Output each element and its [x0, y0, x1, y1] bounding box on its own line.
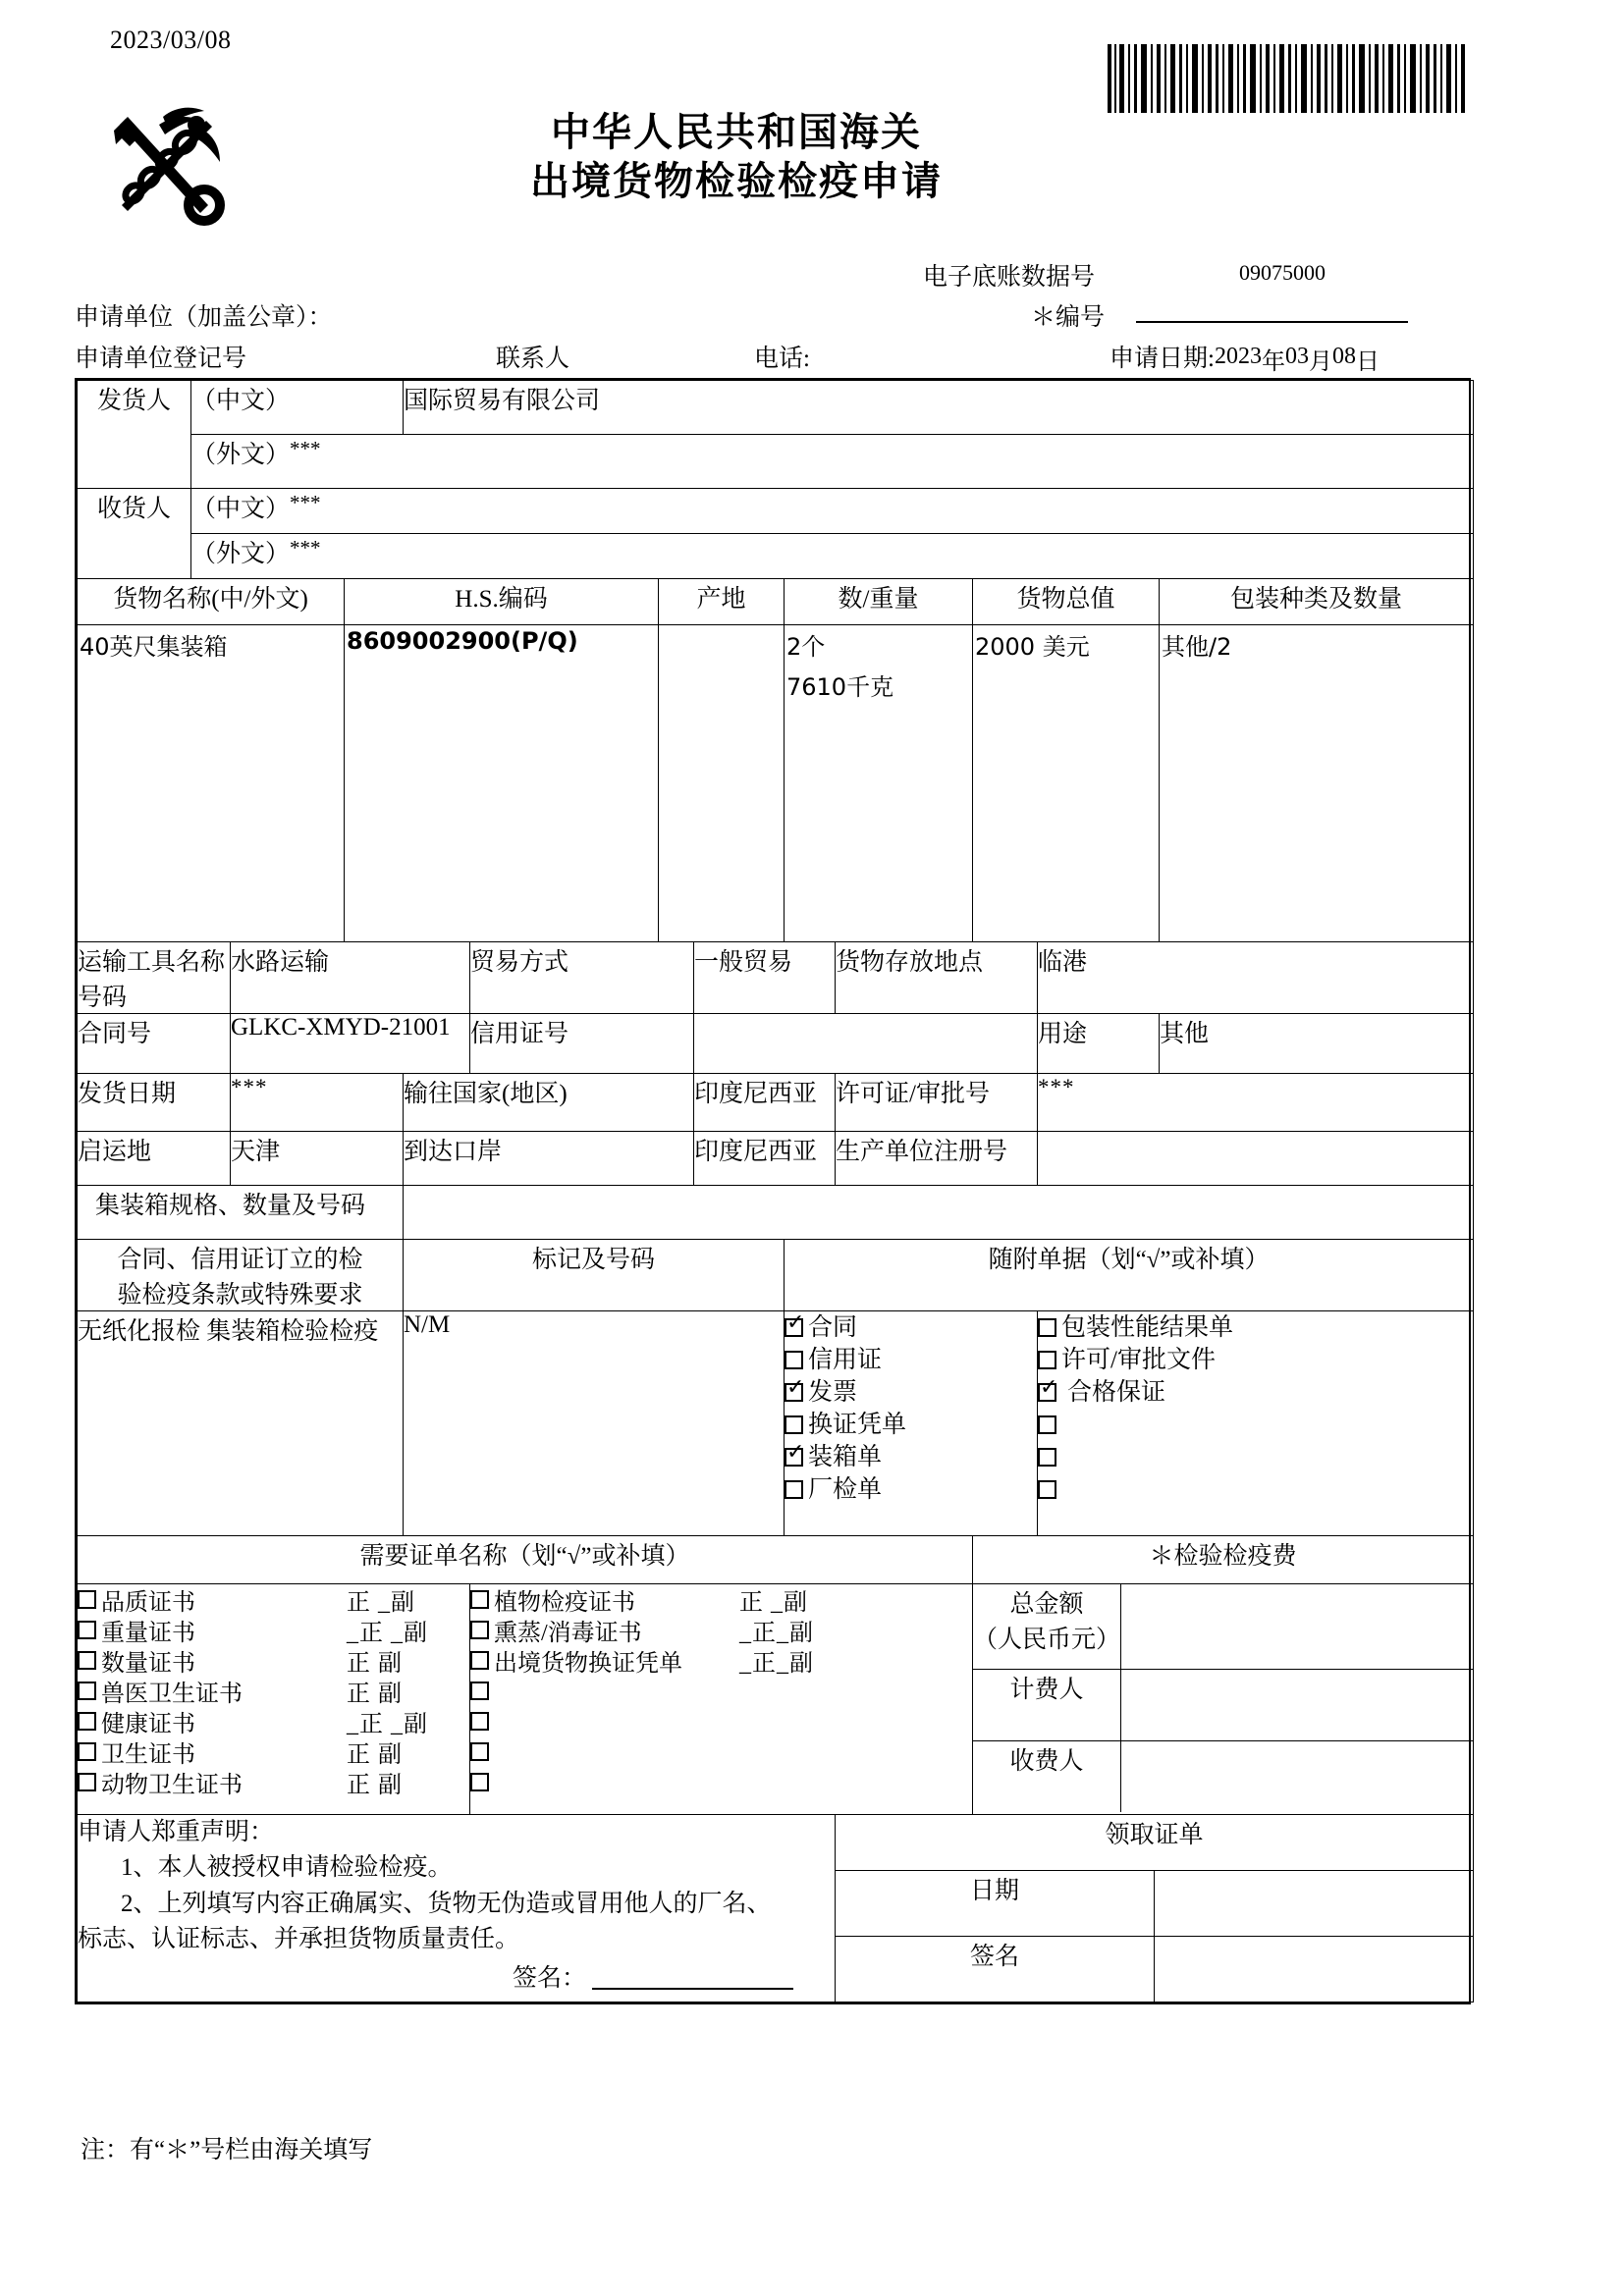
certificate-item[interactable] — [470, 1615, 972, 1645]
fee-section-cell — [973, 1584, 1474, 1815]
goods-hs-value: 8609002900(P/Q) — [347, 627, 578, 655]
consignee-fn-value: *** — [290, 536, 321, 560]
vehicle-label-cell — [78, 942, 231, 1014]
certificate-label: 兽医卫生证书 — [101, 1682, 243, 1707]
fee-title: ＊检验检疫费 — [1149, 1543, 1297, 1570]
shipper-label: 发货人 — [96, 388, 171, 414]
vehicle-value: 水路运输 — [231, 949, 330, 976]
container-value-cell[interactable] — [404, 1186, 1474, 1240]
certificate-copies: _正_副 — [739, 1651, 814, 1677]
storage-value-cell[interactable] — [1038, 942, 1474, 1014]
terms-value: 无纸化报检 集装箱检验检疫 — [78, 1318, 379, 1345]
certificate-item[interactable] — [78, 1615, 469, 1645]
contract-number-value: GLKC-XMYD-21001 — [231, 1014, 451, 1041]
contract-value-cell[interactable] — [231, 1014, 470, 1074]
application-date-label: 申请日期: — [1110, 346, 1215, 372]
certificate-item[interactable] — [470, 1767, 972, 1797]
certificate-copies: 正 副 — [347, 1682, 403, 1707]
edata-number-label: 电子底账数据号 — [923, 264, 1096, 291]
collection-section-cell — [836, 1815, 1474, 2002]
contract-number-label: 合同号 — [78, 1021, 152, 1047]
dest-country-label-cell — [404, 1074, 694, 1132]
marks-label-cell — [404, 1240, 785, 1311]
attached-doc-label: 装箱单 — [808, 1444, 883, 1470]
shipping-date-label: 发货日期 — [78, 1081, 177, 1107]
certificates-title-cell — [78, 1536, 973, 1584]
edata-number-value: 09075000 — [1239, 260, 1326, 285]
transport-row — [78, 942, 1474, 1014]
checkbox-veterinary-certificate[interactable] — [78, 1682, 96, 1700]
fee-calculator-value-cell[interactable] — [1121, 1670, 1474, 1741]
fee-title-cell — [973, 1536, 1474, 1584]
declaration-item-2-cont: 标志、认证标志、并承担货物质量责任。 — [78, 1925, 520, 1952]
destination-country-label: 输往国家(地区) — [404, 1081, 568, 1107]
goods-header-name — [78, 579, 345, 625]
attached-doc-item[interactable] — [785, 1441, 1037, 1473]
shipper-cn-label-cell — [191, 381, 404, 435]
container-spec-label: 集装箱规格、数量及号码 — [95, 1193, 366, 1219]
permit-value-cell[interactable] — [1038, 1074, 1474, 1132]
certificate-label: 出境货物换证凭单 — [494, 1651, 682, 1677]
declaration-item-2: 2、上列填写内容正确属实、货物无伪造或冒用他人的厂名、 — [121, 1890, 772, 1917]
application-date-year: 2023 — [1214, 344, 1262, 369]
certificate-copies: _正_副 — [739, 1621, 814, 1646]
consignee-label-cell — [78, 489, 191, 579]
collection-date-value-cell[interactable] — [1155, 1871, 1474, 1937]
usage-value: 其他 — [1160, 1021, 1210, 1047]
attached-doc-item[interactable] — [785, 1409, 1037, 1441]
vehicle-label: 运输工具名称号码 — [78, 949, 226, 1011]
permit-label-cell — [836, 1074, 1038, 1132]
terms-label-line1: 合同、信用证订立的检 — [117, 1247, 363, 1273]
goods-weight-value: 7610千克 — [786, 673, 894, 701]
certificates-body-row — [78, 1584, 1474, 1815]
attached-doc-label: 合同 — [808, 1314, 858, 1341]
certificate-item[interactable] — [78, 1767, 469, 1797]
fee-total-value-cell[interactable] — [1121, 1584, 1474, 1670]
attached-doc-item[interactable] — [1038, 1376, 1473, 1409]
goods-header-hs — [345, 579, 659, 625]
checkbox-contract[interactable] — [785, 1318, 803, 1337]
checkbox-packing-performance[interactable] — [1038, 1318, 1056, 1337]
declaration-title: 申请人郑重声明： — [78, 1819, 275, 1845]
phone-label: 电话: — [754, 346, 810, 372]
applicant-registration-label: 申请单位登记号 — [75, 346, 247, 372]
checkbox-cert-blank-4[interactable] — [470, 1773, 489, 1791]
collection-signature-label-cell — [836, 1937, 1155, 2002]
consignee-fn-row — [78, 534, 1474, 579]
customs-emblem-icon — [94, 103, 232, 226]
attached-doc-item[interactable] — [785, 1311, 1037, 1344]
goods-name-cell[interactable] — [78, 625, 345, 942]
fee-collector-label-cell — [973, 1741, 1121, 1813]
lc-label-cell — [470, 1014, 694, 1074]
producer-registration-label: 生产单位注册号 — [836, 1139, 1008, 1165]
certificate-item[interactable] — [78, 1706, 469, 1736]
departure-row — [78, 1132, 1474, 1186]
certificate-item[interactable] — [78, 1736, 469, 1767]
title-line-1: 中华人民共和国海关 — [551, 110, 922, 155]
trade-mode-value: 一般贸易 — [694, 949, 793, 976]
storage-location-label: 货物存放地点 — [836, 949, 984, 976]
shipper-fn-value: *** — [290, 437, 321, 460]
attached-docs-left-column — [785, 1311, 1038, 1536]
barcode-icon — [1108, 44, 1471, 113]
checkbox-exchange-voucher[interactable] — [785, 1415, 803, 1434]
container-label-cell — [78, 1186, 404, 1240]
shipper-label-cell — [78, 381, 191, 489]
checkbox-health-certificate[interactable] — [78, 1712, 96, 1731]
permit-number-label: 许可证/审批号 — [836, 1081, 990, 1107]
certificate-label: 动物卫生证书 — [101, 1773, 243, 1798]
shipdate-row — [78, 1074, 1474, 1132]
shipper-fn-row — [78, 435, 1474, 489]
shipdate-value-cell[interactable] — [231, 1074, 404, 1132]
attached-doc-item[interactable] — [1038, 1409, 1473, 1441]
contract-label-cell — [78, 1014, 231, 1074]
serial-number-label: ＊编号 — [1031, 304, 1106, 331]
lc-value-cell[interactable] — [694, 1014, 1038, 1074]
shipper-cn-value: 国际贸易有限公司 — [404, 388, 601, 414]
certificate-label: 数量证书 — [101, 1651, 195, 1677]
attached-doc-item[interactable] — [1038, 1311, 1473, 1344]
contact-person-label: 联系人 — [496, 346, 570, 372]
consignee-cn-row — [78, 489, 1474, 534]
certificate-label: 熏蒸/消毒证书 — [494, 1621, 642, 1646]
fee-total-row — [973, 1584, 1473, 1670]
terms-value-cell[interactable] — [78, 1311, 404, 1536]
marks-value-cell[interactable] — [404, 1311, 785, 1536]
letter-of-credit-label: 信用证号 — [470, 1021, 569, 1047]
main-form-table — [75, 378, 1471, 2004]
attached-doc-label: 发票 — [808, 1379, 858, 1406]
collection-title-cell — [836, 1815, 1473, 1871]
declaration-row — [78, 1815, 1474, 2002]
certificate-copies: 正 _副 — [739, 1590, 808, 1616]
goods-header-packing — [1160, 579, 1474, 625]
goods-name-header: 货物名称(中/外文) — [113, 586, 308, 613]
checkbox-factory-inspection[interactable] — [785, 1480, 803, 1499]
certificate-label: 植物检疫证书 — [494, 1590, 635, 1616]
checkbox-cert-blank-3[interactable] — [470, 1742, 489, 1761]
serial-number-input[interactable] — [1136, 321, 1408, 323]
certificate-label: 健康证书 — [101, 1712, 195, 1737]
foreign-name-label-2: （外文） — [191, 541, 291, 567]
certificate-item[interactable] — [78, 1676, 469, 1706]
foreign-name-label: （外文） — [191, 442, 291, 468]
contract-row — [78, 1014, 1474, 1074]
checkbox-animal-health-certificate[interactable] — [78, 1773, 96, 1791]
checkbox-sanitary-certificate[interactable] — [78, 1742, 96, 1761]
fee-total-label-line2: （人民币元） — [973, 1627, 1121, 1653]
shipper-fn-cell[interactable] — [191, 435, 1474, 489]
shipping-date-value: *** — [231, 1075, 268, 1099]
certificate-item[interactable] — [470, 1736, 972, 1767]
shipper-cn-value-cell[interactable] — [404, 381, 1474, 435]
checkbox-packing-list[interactable] — [785, 1448, 803, 1467]
attached-doc-item[interactable] — [1038, 1441, 1473, 1473]
attached-doc-item[interactable] — [785, 1344, 1037, 1376]
month-unit: 月 — [1308, 349, 1332, 375]
producer-reg-value-cell[interactable] — [1038, 1132, 1474, 1186]
checkbox-permit-document[interactable] — [1038, 1351, 1056, 1369]
certificate-copies: _正 _副 — [347, 1621, 428, 1646]
shipdate-label-cell — [78, 1074, 231, 1132]
certificate-label: 品质证书 — [101, 1590, 195, 1616]
arrival-port-label-cell — [404, 1132, 694, 1186]
declaration-signature-input[interactable] — [592, 1988, 793, 1990]
goods-name-value: 40英尺集装箱 — [80, 633, 228, 661]
application-date-month: 03 — [1284, 344, 1309, 369]
checkbox-cert-blank-1[interactable] — [470, 1682, 489, 1700]
arrival-port-label: 到达口岸 — [404, 1139, 503, 1165]
trade-mode-label: 贸易方式 — [470, 949, 569, 976]
checkbox-cert-blank-2[interactable] — [470, 1712, 489, 1731]
certificate-item[interactable] — [78, 1584, 469, 1615]
goods-header-origin — [659, 579, 785, 625]
goods-header-row — [78, 579, 1474, 625]
goods-packing-value: 其他/2 — [1162, 633, 1232, 661]
certificate-copies: 正 副 — [347, 1742, 403, 1768]
document-title — [422, 108, 1051, 206]
goods-total-value: 2000 美元 — [975, 633, 1090, 661]
quantity-weight-header: 数/重量 — [838, 586, 919, 613]
goods-hs-cell[interactable] — [345, 625, 659, 942]
departure-place-value: 天津 — [231, 1139, 281, 1165]
checkbox-letter-of-credit[interactable] — [785, 1351, 803, 1369]
attached-documents-label: 随附单据（划“√”或补填） — [988, 1247, 1270, 1273]
declaration-signature-label: 签名： — [512, 1965, 586, 1992]
checkbox-blank-3[interactable] — [1038, 1480, 1056, 1499]
collection-signature-label: 签名 — [970, 1944, 1020, 1970]
certificate-copies: _正 _副 — [347, 1712, 428, 1737]
arrival-port-value: 印度尼西亚 — [694, 1139, 818, 1165]
certificate-item[interactable] — [78, 1645, 469, 1676]
terms-label-line2: 验检疫条款或特殊要求 — [117, 1282, 363, 1308]
certificates-left-column — [78, 1584, 470, 1815]
day-unit: 日 — [1355, 349, 1380, 375]
certificate-item[interactable] — [470, 1584, 972, 1615]
certificates-title: 需要证单名称（划“√”或补填） — [359, 1543, 690, 1570]
packing-header: 包装种类及数量 — [1230, 586, 1403, 613]
usage-label: 用途 — [1038, 1021, 1088, 1047]
goods-value-cell[interactable] — [973, 625, 1160, 942]
consignee-label: 收货人 — [96, 496, 171, 522]
trade-mode-label-cell — [470, 942, 694, 1014]
declaration-item-1: 1、本人被授权申请检验检疫。 — [121, 1854, 453, 1882]
checkbox-fumigation-certificate[interactable] — [470, 1621, 489, 1639]
checkbox-phytosanitary-certificate[interactable] — [470, 1590, 489, 1609]
dest-country-value-cell[interactable] — [694, 1074, 836, 1132]
title-line-2: 出境货物检验检疫申请 — [530, 159, 943, 204]
checkbox-quality-guarantee[interactable] — [1038, 1383, 1056, 1402]
fee-calculator-label-cell — [973, 1670, 1121, 1741]
attached-doc-label: 厂检单 — [808, 1476, 883, 1503]
fee-calculator-row — [973, 1670, 1473, 1741]
certificate-label: 重量证书 — [101, 1621, 195, 1646]
checkbox-exit-goods-voucher[interactable] — [470, 1651, 489, 1670]
destination-country-value: 印度尼西亚 — [694, 1081, 818, 1107]
year-unit: 年 — [1261, 349, 1285, 375]
chinese-name-label: （中文） — [191, 388, 291, 414]
collection-title-row — [836, 1815, 1473, 1871]
storage-label-cell — [836, 942, 1038, 1014]
checkbox-blank-1[interactable] — [1038, 1415, 1056, 1434]
origin-header: 产地 — [696, 586, 746, 613]
certificate-label: 卫生证书 — [101, 1742, 195, 1768]
attached-doc-item[interactable] — [785, 1473, 1037, 1506]
collection-date-label-cell — [836, 1871, 1155, 1937]
trade-mode-value-cell[interactable] — [694, 942, 836, 1014]
goods-packing-cell[interactable] — [1160, 625, 1474, 942]
attached-doc-label: 合格保证 — [1067, 1379, 1166, 1406]
goods-origin-cell[interactable] — [659, 625, 785, 942]
certificates-right-column — [470, 1584, 973, 1815]
goods-header-value — [973, 579, 1160, 625]
marks-numbers-label: 标记及号码 — [531, 1247, 655, 1273]
checkbox-weight-certificate[interactable] — [78, 1621, 96, 1639]
footer-note: 注：有“＊”号栏由海关填写 — [81, 2137, 373, 2163]
chinese-name-label-2: （中文） — [191, 496, 291, 522]
application-date — [1110, 339, 1380, 376]
checkbox-quantity-certificate[interactable] — [78, 1651, 96, 1670]
certificate-item[interactable] — [470, 1676, 972, 1706]
usage-value-cell[interactable] — [1160, 1014, 1474, 1074]
producer-reg-label-cell — [836, 1132, 1038, 1186]
consignee-cn-cell[interactable] — [191, 489, 1474, 534]
goods-data-row — [78, 625, 1474, 942]
arrival-port-value-cell[interactable] — [694, 1132, 836, 1186]
collection-title: 领取证单 — [1105, 1822, 1204, 1848]
terms-label-cell — [78, 1240, 404, 1311]
attached-doc-label: 信用证 — [808, 1347, 883, 1373]
fee-collector-label: 收费人 — [1009, 1748, 1084, 1775]
attached-doc-label: 许可/审批文件 — [1061, 1347, 1216, 1373]
checkbox-invoice[interactable] — [785, 1383, 803, 1402]
collection-signature-value-cell[interactable] — [1155, 1937, 1474, 2002]
shipper-cn-row — [78, 381, 1474, 435]
fee-total-label-line1: 总金额 — [1009, 1591, 1084, 1618]
permit-number-value: *** — [1038, 1075, 1075, 1099]
attached-doc-label: 换证凭单 — [808, 1412, 907, 1438]
departure-label-cell — [78, 1132, 231, 1186]
certificate-item[interactable] — [470, 1645, 972, 1676]
attached-doc-label: 包装性能结果单 — [1061, 1314, 1234, 1341]
consignee-fn-cell[interactable] — [191, 534, 1474, 579]
consignee-cn-value: *** — [290, 491, 321, 514]
document-date: 2023/03/08 — [110, 26, 232, 54]
attached-doc-item[interactable] — [1038, 1473, 1473, 1506]
application-date-day: 08 — [1331, 344, 1356, 369]
attached-doc-item[interactable] — [785, 1376, 1037, 1409]
storage-location-value: 临港 — [1038, 949, 1088, 976]
certificates-header-row — [78, 1536, 1474, 1584]
certificate-copies: 正 副 — [347, 1651, 403, 1677]
certificate-copies: 正 副 — [347, 1773, 403, 1798]
attached-label-cell — [785, 1240, 1474, 1311]
fee-collector-row — [973, 1741, 1473, 1813]
goods-quantity-value: 2个 — [786, 633, 826, 661]
declaration-cell — [78, 1815, 836, 2002]
certificate-copies: 正 _副 — [347, 1590, 415, 1616]
goods-qty-cell[interactable] — [785, 625, 973, 942]
hs-code-header: H.S.编码 — [455, 586, 548, 613]
usage-label-cell — [1038, 1014, 1160, 1074]
departure-place-label: 启运地 — [78, 1139, 152, 1165]
container-row — [78, 1186, 1474, 1240]
fee-total-label-cell — [973, 1584, 1121, 1670]
fee-collector-value-cell[interactable] — [1121, 1741, 1474, 1813]
clause-content-row — [78, 1311, 1474, 1536]
departure-value-cell[interactable] — [231, 1132, 404, 1186]
collection-date-row — [836, 1871, 1473, 1937]
clause-header-row — [78, 1240, 1474, 1311]
checkbox-quality-certificate[interactable] — [78, 1590, 96, 1609]
checkbox-blank-2[interactable] — [1038, 1448, 1056, 1467]
marks-numbers-value: N/M — [404, 1311, 451, 1338]
fee-calculator-label: 计费人 — [1009, 1677, 1084, 1703]
attached-doc-item[interactable] — [1038, 1344, 1473, 1376]
vehicle-value-cell[interactable] — [231, 942, 470, 1014]
total-value-header: 货物总值 — [1016, 586, 1115, 613]
attached-docs-right-column — [1038, 1311, 1474, 1536]
collection-signature-row — [836, 1937, 1473, 2002]
collection-date-label: 日期 — [970, 1878, 1020, 1904]
certificate-item[interactable] — [470, 1706, 972, 1736]
goods-header-qty — [785, 579, 973, 625]
applicant-seal-label: 申请单位（加盖公章）： — [75, 304, 333, 331]
